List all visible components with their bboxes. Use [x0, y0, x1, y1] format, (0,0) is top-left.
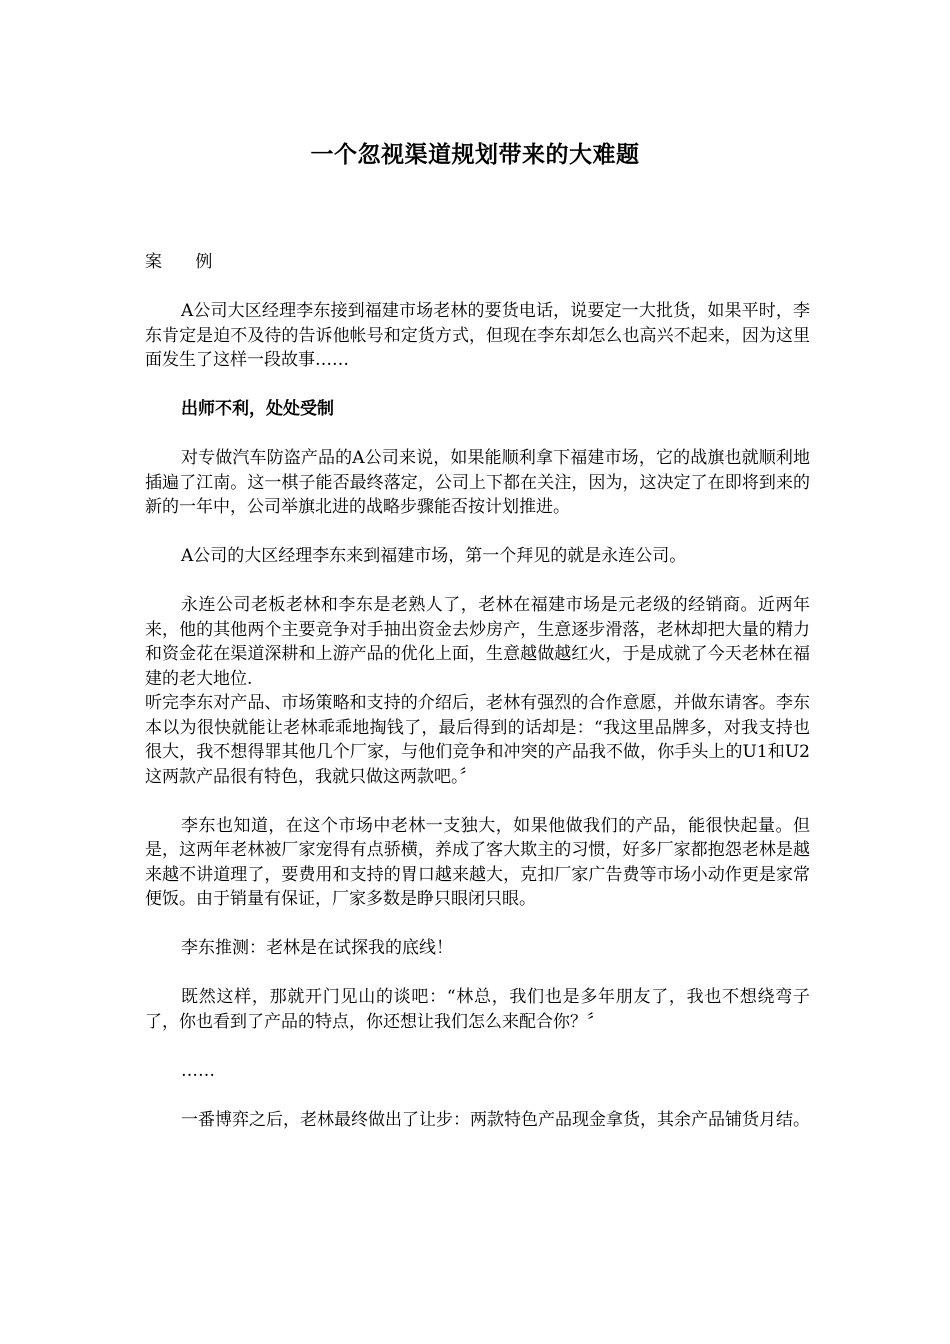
paragraph: 既然这样，那就开门见山的谈吧：“林总，我们也是多年朋友了，我也不想绕弯子了，你也看到了产品的特点，你还想让我们怎么来配合你？〞 — [145, 987, 810, 1032]
section-label: 案 例 — [145, 252, 227, 272]
paragraph: 一番博弈之后，老林最终做出了让步：两款特色产品现金拿货，其余产品铺货月结。 — [181, 1109, 810, 1130]
paragraph: 李东推测：老林是在试探我的底线！ — [181, 938, 453, 958]
spacer — [145, 569, 810, 594]
paragraph: 听完李东对产品、市场策略和支持的介绍后，老林有强烈的合作意愿，并做东请客。李东本以为很快就能让老林乖乖地掏钱了，最后得到的话却是：“我这里品牌多，对我支持也很大，我不想得罪其他几个厂家，与他们竞争和冲突的产品我不做，你手头上的U1和U2这两款产品很有特色，我就只做这两款吧。〞 — [145, 693, 810, 787]
spacer — [145, 1034, 810, 1059]
paragraph: 李东也知道，在这个市场中老林一支独大，如果他做我们的产品，能很快起量。但是，这两年老林被厂家宠得有点骄横，养成了客大欺主的习惯，好多厂家都抱怨老林是越来越不讲道理了，要费用和支持的胃口越来越大，克扣厂家广告费等市场小动作更是家常便饭。由于销量有保证，厂家多数是睁只眼闭只眼。 — [145, 815, 810, 909]
document-body — [145, 250, 810, 1132]
spacer — [145, 961, 810, 986]
spacer — [145, 789, 810, 814]
document-title: 一个忽视渠道规划带来的大难题 — [310, 141, 640, 168]
spacer — [145, 373, 810, 398]
paragraph: A公司的大区经理李东来到福建市场，第一个拜见的就是永连公司。 — [181, 546, 687, 566]
spacer — [145, 1083, 810, 1108]
ellipsis-line: …… — [181, 1060, 215, 1081]
section-heading: 出师不利，处处受制 — [181, 399, 334, 419]
paragraph: 对专做汽车防盗产品的A公司来说，如果能顺利拿下福建市场，它的战旗也就顺利地插遍了江南。这一棋子能否最终落定，公司上下都在关注，因为，这决定了在即将到来的新的一年中，公司举旗北进的战略步骤能否按计划推进。 — [145, 448, 810, 517]
paragraph-intro: A公司大区经理李东接到福建市场老林的要货电话，说要定一大批货，如果平时，李东肯定是迫不及待的告诉他帐号和定货方式，但现在李东却怎么也高兴不起来，因为这里面发生了这样一段故事…… — [145, 301, 810, 370]
spacer — [145, 275, 810, 300]
spacer — [145, 520, 810, 545]
spacer — [145, 422, 810, 447]
spacer — [145, 912, 810, 937]
paragraph: 永连公司老板老林和李东是老熟人了，老林在福建市场是元老级的经销商。近两年来，他的其他两个主要竞争对手抽出资金去炒房产，生意逐步滑落，老林却把大量的精力和资金花在渠道深耕和上游产品的优化上面，生意越做越红火，于是成就了今天老林在福建的老大地位. — [145, 595, 810, 689]
